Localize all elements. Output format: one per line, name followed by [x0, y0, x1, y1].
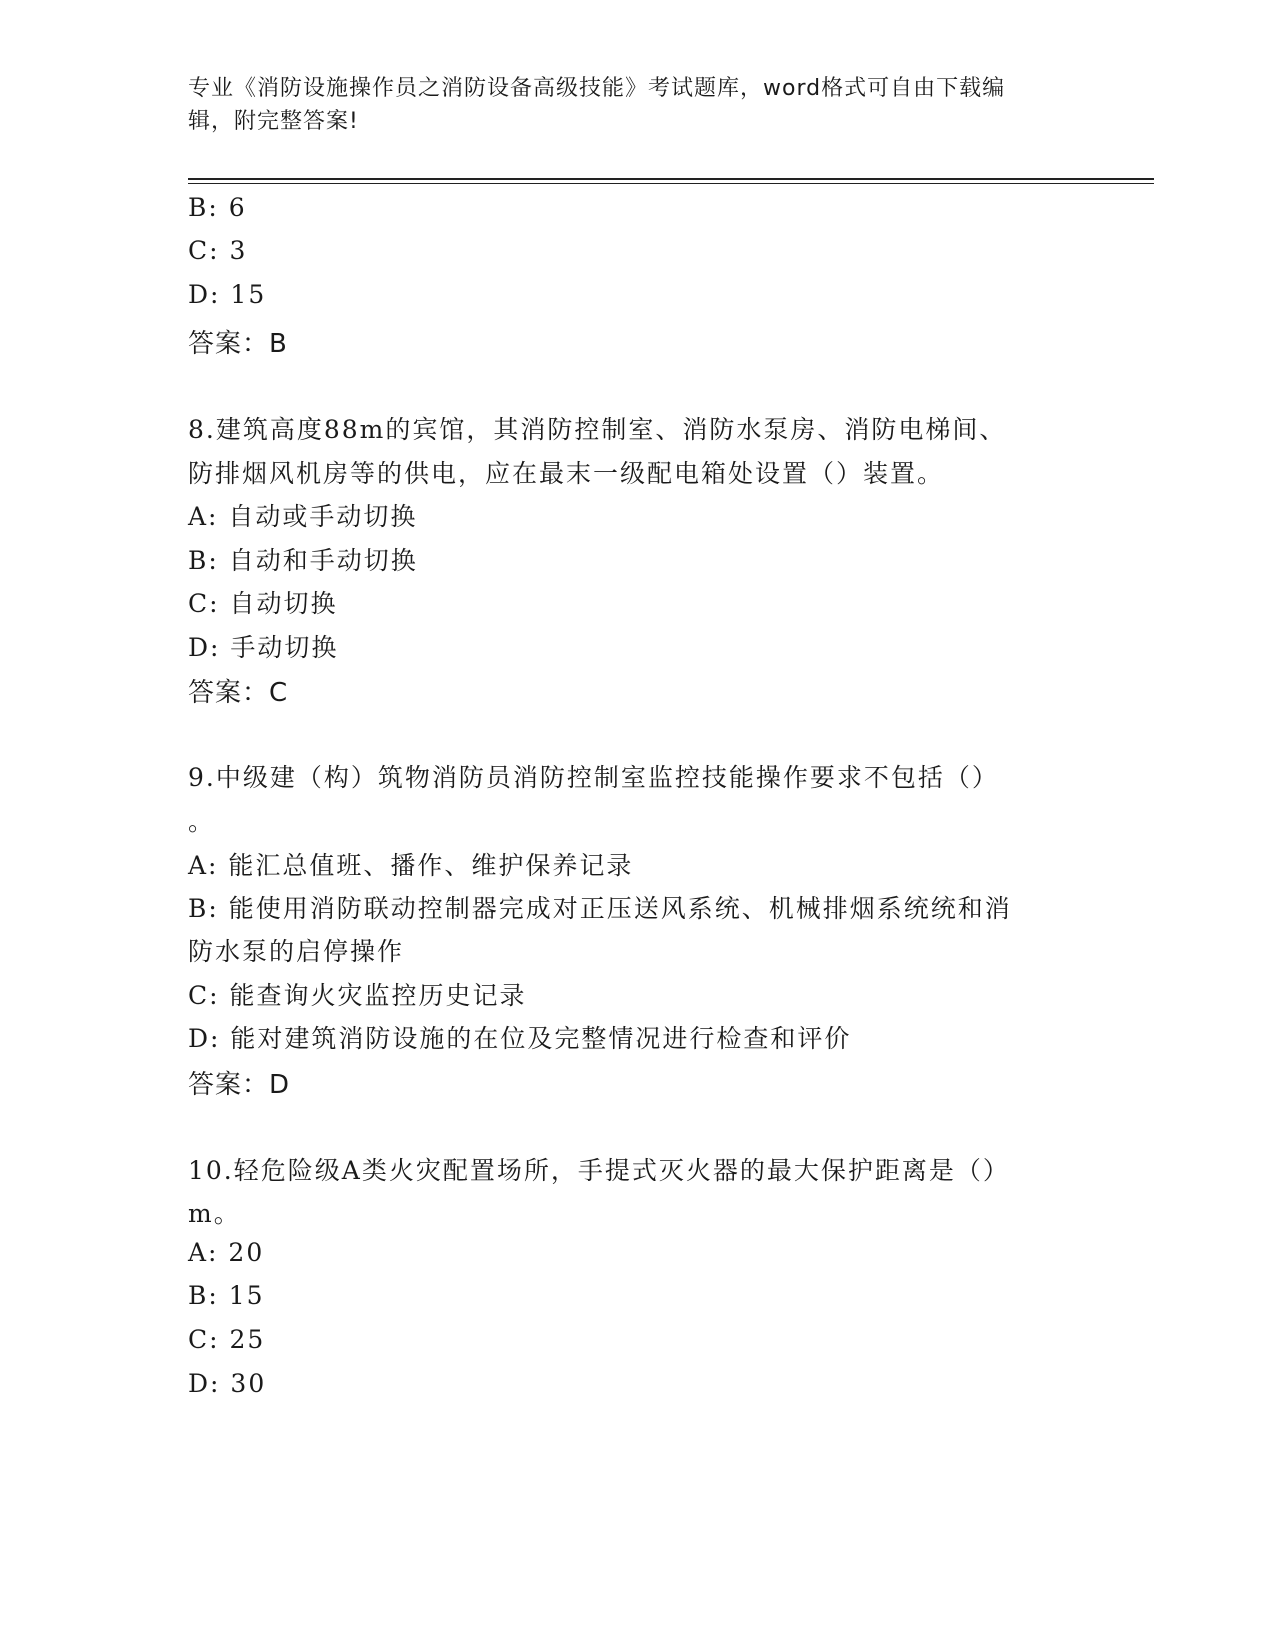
document-header: [188, 72, 1068, 138]
q8-stem-line-2: 防排烟风机房等的供电，应在最末一级配电箱处设置（）装置。: [188, 459, 945, 488]
q8-option-a: A: 自动或手动切换: [188, 502, 418, 531]
header-line-1: 专业《消防设施操作员之消防设备高级技能》考试题库，word格式可自由下载编: [188, 76, 1006, 101]
q10-option-b: B: 15: [188, 1281, 265, 1310]
q10-stem-line-2: m。: [188, 1199, 241, 1228]
q8-option-d: D: 手动切换: [188, 633, 339, 662]
header-divider-thin: [188, 183, 1154, 184]
q9-option-b-line-2: 防水泵的启停操作: [188, 937, 405, 966]
q9-option-c: C: 能查询火灾监控历史记录: [188, 981, 527, 1010]
q9-answer: 答案：D: [188, 1070, 291, 1100]
q8-option-c: C: 自动切换: [188, 589, 338, 618]
q8-answer: 答案：C: [188, 678, 289, 708]
q9-option-d: D: 能对建筑消防设施的在位及完整情况进行检查和评价: [188, 1024, 852, 1053]
q9-stem-line-1: 9.中级建（构）筑物消防员消防控制室监控技能操作要求不包括（）: [188, 763, 999, 792]
q7-option-c: C: 3: [188, 236, 248, 265]
q9-option-b-line-1: B: 能使用消防联动控制器完成对正压送风系统、机械排烟系统统和消: [188, 894, 1012, 923]
q7-answer: 答案：B: [188, 329, 288, 359]
q10-option-a: A: 20: [188, 1238, 265, 1267]
q10-stem-line-1: 10.轻危险级A类火灾配置场所，手提式灭火器的最大保护距离是（）: [188, 1156, 1010, 1185]
q10-option-d: D: 30: [188, 1369, 267, 1398]
q7-option-b: B: 6: [188, 193, 247, 222]
header-line-2: 辑，附完整答案!: [188, 109, 359, 134]
q8-option-b: B: 自动和手动切换: [188, 546, 418, 575]
q9-stem-line-2: 。: [188, 807, 216, 836]
q9-option-a: A: 能汇总值班、播作、维护保养记录: [188, 851, 634, 880]
q7-option-d: D: 15: [188, 280, 267, 309]
q10-option-c: C: 25: [188, 1325, 266, 1354]
q8-stem-line-1: 8.建筑高度88m的宾馆，其消防控制室、消防水泵房、消防电梯间、: [188, 415, 1007, 444]
header-divider-thick: [188, 178, 1154, 180]
